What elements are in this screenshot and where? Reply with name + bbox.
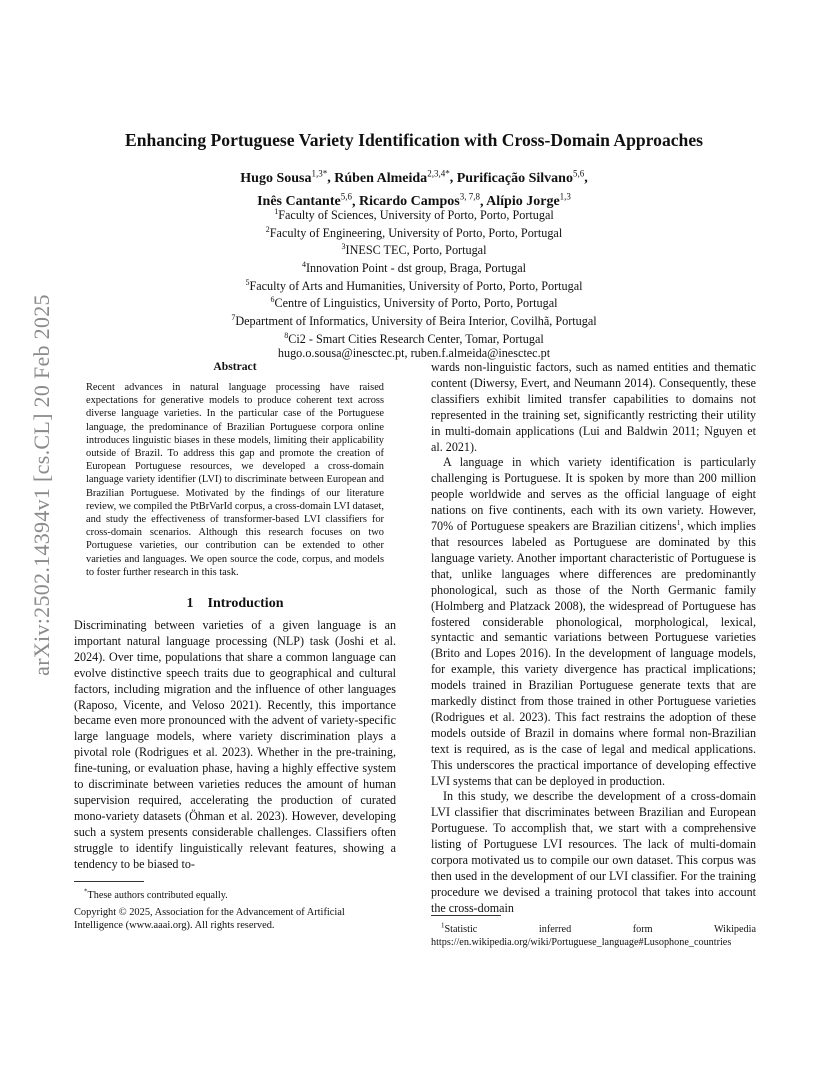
footnote-divider bbox=[431, 915, 501, 916]
affiliation: $^4$Innovation Point - dst group, Braga, Portugal bbox=[301, 259, 527, 276]
copyright-notice: Copyright © 2025, Association for the Advancement of Artificial Intelligence (www.aaai.org). All rights reserved. bbox=[74, 906, 345, 931]
affiliation: $^5$Faculty of Arts and Humanities, University of Porto, Porto, Portugal bbox=[245, 277, 583, 293]
section-number: 1 bbox=[186, 596, 194, 612]
affiliation: $^6$Centre of Linguistics, University of Porto, Porto, Portugal bbox=[270, 295, 558, 311]
affiliation: $^8$Ci2 - Smart Cities Research Center, Tomar, Portugal bbox=[284, 330, 544, 346]
affiliation: $^3$INESC TEC, Porto, Portugal bbox=[341, 242, 487, 258]
author: Alípio Jorge$^{1,3}$ bbox=[486, 191, 571, 210]
section-title: Introduction bbox=[207, 596, 284, 612]
footnote-link[interactable]: Statistic inferred form Wikipedia https://en.wikipedia.org/wiki/Portuguese_language#Lusophone_countries bbox=[431, 924, 756, 949]
author: Ricardo Campos$^{3, 7,8}$ bbox=[358, 191, 480, 210]
affiliation-list bbox=[100, 205, 728, 361]
author: Purificação Silvano$^{5,6}$ bbox=[456, 168, 585, 186]
author: Inês Cantante$^{5,6}$ bbox=[257, 191, 352, 210]
section-heading-introduction bbox=[74, 596, 396, 612]
footnote-divider bbox=[74, 881, 144, 882]
arxiv-side-stamp bbox=[22, 290, 62, 680]
left-column bbox=[74, 360, 396, 932]
right-column bbox=[431, 360, 756, 917]
intro-paragraph-3: In this study, we describe the development of a cross-domain LVI classifier that discriminates between Brazilian and European Portuguese. To accomplish that, we start with a comprehensive listing of Portuguese LVI resources. The lack of multi-domain corpora motivated us to compile our own dataset. This corpus was then used in the development of our LVI classifier. For the training procedure we devised a training protocol that takes into account the cross-domain bbox=[431, 789, 756, 915]
author-list: Hugo Sousa$^{1,3*}$, Rúben Almeida$^{2,3,4*}$, Purificação Silvano$^{5,6}$, Inês Cantante$^{5,6}$, Ricardo Campos$^{3, 7,8}$, Alípio Jorge$^{1,3}$ bbox=[240, 168, 588, 210]
author: Rúben Almeida$^{2,3,4*}$ bbox=[334, 168, 450, 186]
affiliation: $^2$Faculty of Engineering, University of Porto, Porto, Portugal bbox=[265, 224, 563, 240]
intro-paragraph-2: A language in which variety identification is particularly challenging is Portuguese. It is spoken by more than 200 million people worldwide and serves as the official language of eight nations on five continents, each with its own variety. However, 70% of Portuguese speakers are Brazilian citizens$^1$, which implies that resources labeled as Portuguese are dominated by this language variety. Another important characteristic of Portuguese is that, unlike languages where differences are predominantly phonological, such as those of the North Germanic family (Holmberg and Platzack 2008), the widespread of Portuguese has fostered considerable phonological, morphological, lexical, syntactic and semantic variations between Portuguese varieties (Brito and Lopes 2016). In the development of language models, for example, this variety divergence has practical implications; models trained in Brazilian Portuguese generate texts that are markedly distinct from those trained in other Portuguese varieties (Rodrigues et al. 2023). This fact restrains the adoption of these models outside of Brazil in domains where formal non-Brazilian text is required, as is the case of legal and medical applications. This underscores the practical importance of developing effective LVI systems that can be deployed in production. bbox=[431, 455, 756, 788]
intro-paragraph-1: Discriminating between varieties of a given language is an important natural language processing (NLP) task (Joshi et al. 2024). Over time, populations that share a common language can evolve distinctive speech traits due to geographical and cultural factors, including migration and the influence of other languages (Raposo, Vicente, and Veloso 2021). Recently, this importance became even more pronounced with the advent of variety-specific large language models, where variety discrimination plays a pivotal role (Rodrigues et al. 2023). Whether in the pre-training, fine-tuning, or evaluation phase, having a highly effective system to discriminate between varieties reduces the amount of human supervision required, accelerating the production of curated mono-variety datasets (Öhman et al. 2023). However, developing such a system presents considerable challenges. Classifiers often struggle to identify linguistically relevant features, showing a tendency to be biased to- bbox=[74, 618, 396, 871]
footnote-equal-contribution: *These authors contributed equally. bbox=[84, 887, 228, 901]
affiliation: $^7$Department of Informatics, University of Beira Interior, Covilhã, Portugal bbox=[231, 312, 597, 328]
intro-paragraph-1-continued: wards non-linguistic factors, such as named entities and thematic content (Diwersy, Evert, and Neumann 2014). Consequently, these classifiers exhibit limited transfer capabilities to domains not represented in the training set, significantly restricting their utility in multi-domain applications (Lui and Baldwin 2011; Nguyen et al. 2021). bbox=[431, 360, 756, 454]
abstract-heading: Abstract bbox=[213, 360, 257, 373]
author-emails: hugo.o.sousa@inesctec.pt, ruben.f.almeida@inesctec.pt bbox=[277, 346, 551, 361]
footnote-wikipedia: $^1$Statistic inferred form Wikipedia https://en.wikipedia.org/wiki/Portuguese_language#Lusophone_countries bbox=[431, 922, 756, 949]
right-footnote-area bbox=[431, 907, 756, 950]
arxiv-identifier: arXiv:2502.14394v1 [cs.CL] 20 Feb 2025 bbox=[29, 294, 54, 676]
affiliation: $^1$Faculty of Sciences, University of Porto, Porto, Portugal bbox=[274, 207, 554, 223]
footnote-reference[interactable]: 1 bbox=[676, 518, 681, 528]
paper-title: Enhancing Portuguese Variety Identification with Cross-Domain Approaches bbox=[124, 130, 704, 150]
abstract-body: Recent advances in natural language processing have raised expectations for generative models to produce coherent text across diverse language varieties. In the particular case of the Portuguese language, the predominance of Brazilian Portuguese corpora online introduces linguistic biases in these models, limiting their applicability outside of Brazil. To address this gap and promote the creation of European Portuguese resources, we developed a cross-domain language variety identifier (LVI) to discriminate between European and Brazilian Portuguese. Motivated by the findings of our literature review, we compiled the PtBrVarId corpus, a cross-domain LVI dataset, and study the effectiveness of transformer-based LVI classifiers for cross-domain scenarios. Although this research focuses on two Portuguese varieties, our contribution can be extended to other varieties and languages. We open source the code, corpus, and models to foster further research in this task. bbox=[86, 382, 384, 578]
author: Hugo Sousa$^{1,3*}$ bbox=[240, 168, 328, 186]
